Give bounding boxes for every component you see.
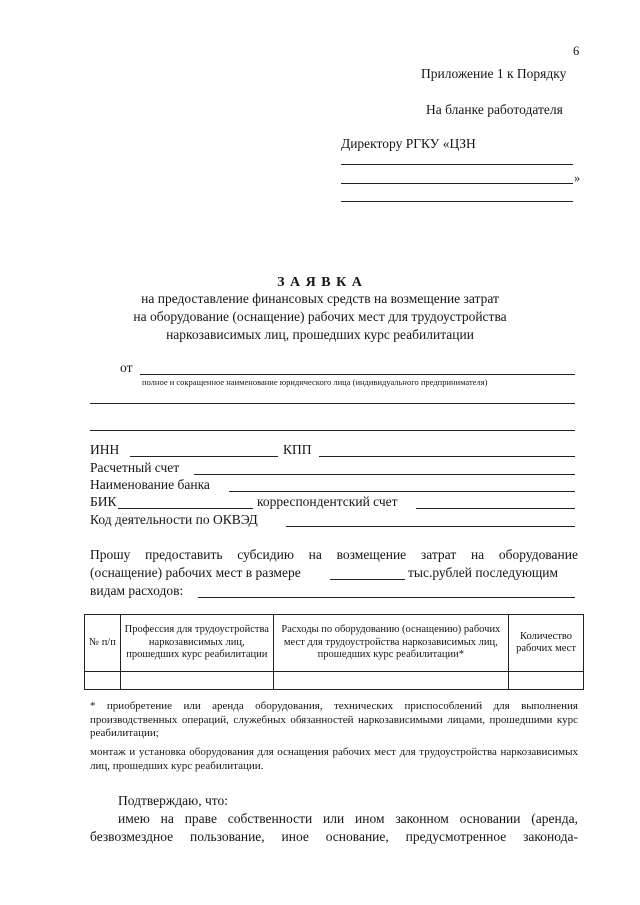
bank-label: Наименование банка [90, 477, 210, 492]
request-line-2a: (оснащение) рабочих мест в размере [90, 565, 301, 580]
from-hint: полное и сокращенное наименование юридического лица (индивидуального предпринимателя) [142, 377, 488, 387]
table-cell[interactable] [120, 672, 273, 690]
confirm-line-1: имею на праве собственности или ином законном основании (аренда, [118, 811, 578, 826]
from-label: от [120, 360, 133, 375]
letterhead-note: На бланке работодателя [426, 102, 563, 117]
addressee-blank-2 [341, 183, 573, 184]
bik-label: БИК [90, 494, 117, 509]
confirm-line-2: безвозмездное пользование, иное основание, предусмотренное законода- [90, 829, 578, 844]
appendix-label: Приложение 1 к Порядку [421, 66, 567, 81]
okved-blank[interactable] [286, 526, 575, 527]
document-title: З А Я В К А [277, 275, 363, 290]
expenses-blank[interactable] [198, 597, 575, 598]
expenses-table [84, 614, 584, 690]
col-header-profession: Профессия для трудоустройства наркозависимых лиц, прошедших курс реабилитации [120, 615, 273, 672]
footnote-2: монтаж и установка оборудования для оснащения рабочих мест для трудоустройства наркозависимых лиц, прошедших курс реабилитации. [90, 746, 578, 772]
addressee-quote: » [574, 171, 581, 185]
amount-blank[interactable] [330, 579, 405, 580]
account-blank[interactable] [194, 474, 575, 475]
corr-account-blank[interactable] [416, 508, 575, 509]
table-row[interactable] [85, 672, 584, 690]
kpp-blank[interactable] [319, 456, 575, 457]
table-cell[interactable] [273, 672, 508, 690]
addressee-blank-3 [341, 201, 573, 202]
addressee-blank-1 [341, 164, 573, 165]
title-line-3: наркозависимых лиц, прошедших курс реабилитации [166, 327, 474, 342]
kpp-label: КПП [283, 442, 312, 457]
from-blank-3[interactable] [90, 430, 575, 431]
request-line-2b: тыс.рублей последующим [408, 565, 559, 580]
table-cell[interactable] [509, 672, 584, 690]
col-header-expenses: Расходы по оборудованию (оснащению) рабочих мест для трудоустройства наркозависимых лиц, прошедших курс реабилитации* [273, 615, 508, 672]
inn-blank[interactable] [130, 456, 278, 457]
footnote-1: * приобретение или аренда оборудования, технических приспособлений для выполнения производственных операций, служебных обязанностей наркозависимыми лицами, прошедшими курс реабилитации; [90, 700, 578, 739]
table-cell[interactable] [85, 672, 121, 690]
table-header-row [85, 615, 584, 672]
col-header-number: № п/п [85, 615, 121, 672]
from-blank[interactable] [140, 374, 575, 375]
okved-label: Код деятельности по ОКВЭД [90, 512, 258, 527]
account-label: Расчетный счет [90, 460, 180, 475]
confirm-heading: Подтверждаю, что: [118, 793, 228, 808]
col-header-workplaces: Количество рабочих мест [509, 615, 584, 672]
request-line-1: Прошу предоставить субсидию на возмещение затрат на оборудование [90, 547, 578, 562]
addressee-line: Директору РГКУ «ЦЗН [341, 136, 476, 151]
from-blank-2[interactable] [90, 403, 575, 404]
corr-account-label: корреспондентский счет [257, 494, 398, 509]
bank-blank[interactable] [229, 491, 575, 492]
title-line-2: на оборудование (оснащение) рабочих мест для трудоустройства [133, 309, 507, 324]
title-line-1: на предоставление финансовых средств на возмещение затрат [141, 291, 499, 306]
page-number: 6 [573, 44, 580, 58]
bik-blank[interactable] [118, 508, 253, 509]
request-line-3: видам расходов: [90, 583, 184, 598]
inn-label: ИНН [90, 442, 120, 457]
